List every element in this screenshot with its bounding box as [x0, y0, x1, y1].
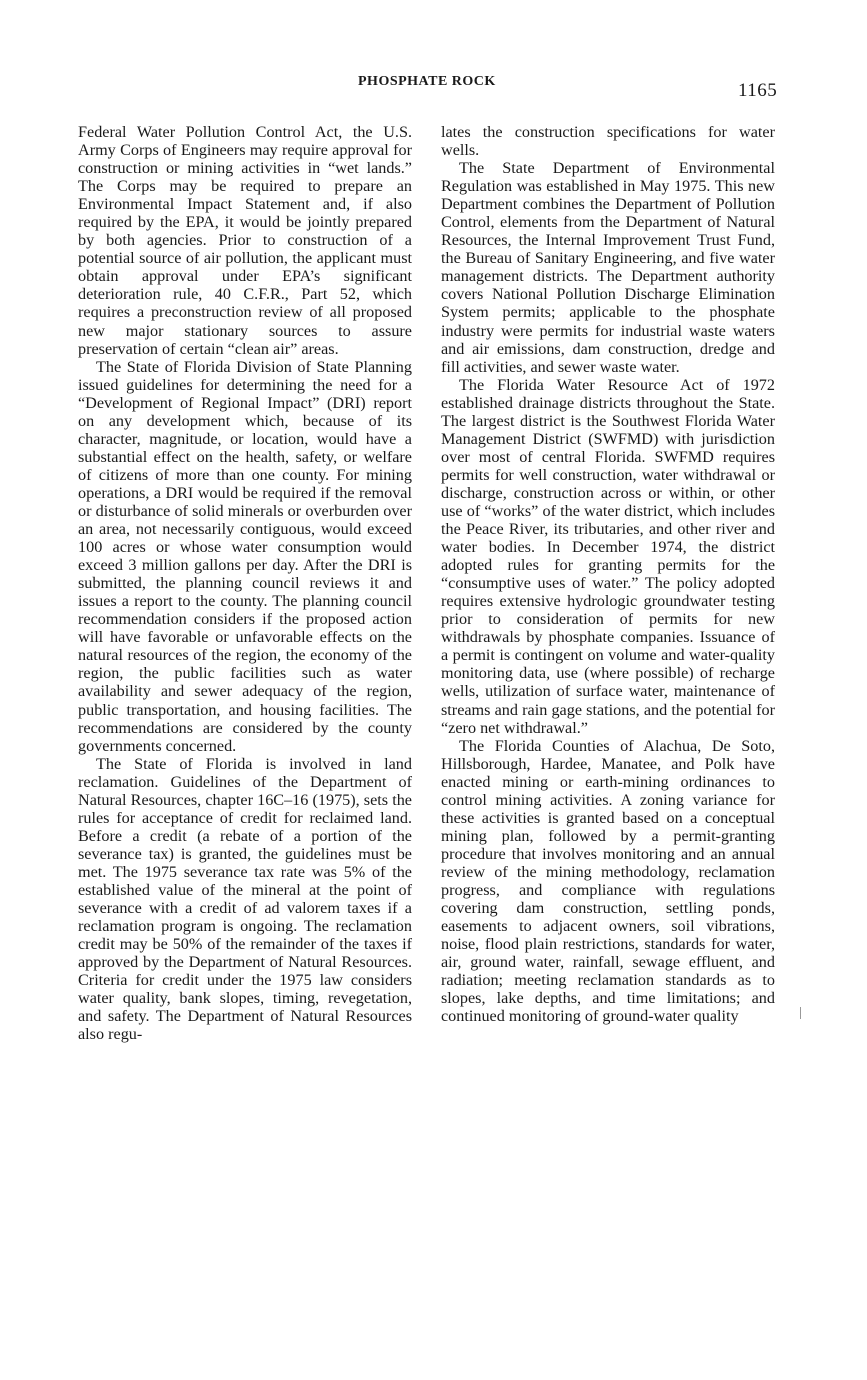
right-column [441, 123, 775, 1025]
left-column [78, 123, 412, 1043]
running-title: PHOSPHATE ROCK [358, 74, 496, 89]
paragraph-water-wells: lates the construction specifications for water wells. [441, 123, 775, 160]
margin-mark [800, 1007, 801, 1019]
paragraph-land-reclamation: The State of Florida is involved in land reclamation. Guidelines of the Department of Natural Resources, chapter 16C–16 (1975), sets the rules for acceptance of credit for reclaimed land. Before a credit (a rebate of a portion of the severance tax) is granted, the guidelines must be met. The 1975 severance tax rate was 5% of the established value of the mineral at the point of severance with a credit of ad valorem taxes if a reclamation program is ongoing. The reclamation credit may be 50% of the remainder of the taxes if approved by the Department of Natural Resources. Criteria for credit under the 1975 law considers water quality, bank slopes, timing, revegetation, and safety. The Department of Natural Resources also regu- [78, 754, 412, 1044]
paragraph-county-ordinances: The Florida Counties of Alachua, De Soto, Hillsborough, Hardee, Manatee, and Polk have enacted mining or earth-mining ordinances to control mining activities. A zoning variance for these activities is granted based on a conceptual mining plan, followed by a permit-granting procedure that involves monitoring and an annual review of the mining methodology, reclamation progress, and compliance with regulations covering dam construction, settling ponds, easements to adjacent owners, soil vibrations, noise, flood plain restrictions, standards for water, air, ground water, rainfall, sewage effluent, and radiation; meeting reclamation standards as to slopes, lake depths, and time limitations; and continued monitoring of ground-water quality [441, 736, 775, 1026]
paragraph-continued: Federal Water Pollution Control Act, the U.S. Army Corps of Engineers may require approval for construction or mining activities in “wet lands.” The Corps may be required to prepare an Environmental Impact Statement and, if also required by the EPA, it would be jointly prepared by both agencies. Prior to construction of a potential source of air pollution, the applicant must obtain approval under EPA’s significant deterioration rule, 40 C.F.R., Part 52, which requires a preconstruction review of all proposed new major stationary sources to assure preservation of certain “clean air” areas. [78, 123, 412, 358]
paragraph-water-resource-act: The Florida Water Resource Act of 1972 established drainage districts throughout the State. The largest district is the Southwest Florida Water Management District (SWFMD) with jurisdiction over most of central Florida. SWFMD requires permits for well construction, water withdrawal or discharge, construction across or within, or other use of “works” of the water district, which includes the Peace River, its tributaries, and other river and water bodies. In December 1974, the district adopted rules for granting permits for the “consumptive uses of water.” The policy adopted requires extensive hydrologic groundwater testing prior to consideration of permits for new withdrawals by phosphate companies. Issuance of a permit is contingent on volume and water-quality monitoring data, use (where possible) of recharge wells, utilization of surface water, maintenance of streams and rain gage stations, and the potential for “zero net withdrawal.” [441, 375, 775, 737]
page-header [0, 74, 867, 104]
page-number: 1165 [738, 80, 778, 101]
paragraph-dri-guidelines: The State of Florida Division of State Planning issued guidelines for determining the need for a “Development of Regional Impact” (DRI) report on any development which, because of its character, magnitude, or location, would have a substantial effect on the health, safety, or welfare of citizens of more than one county. For mining operations, a DRI would be required if the removal or disturbance of solid minerals or overburden over an area, not necessarily contiguous, would exceed 100 acres or whose water consumption would exceed 3 million gallons per day. After the DRI is submitted, the planning council reviews it and issues a report to the county. The planning council recommendation considers if the proposed action will have favorable or unfavorable effects on the natural resources of the region, the economy of the region, the public facilities such as water availability and sewer adequacy of the region, public transportation, and housing facilities. The recommendations are considered by the county governments concerned. [78, 357, 412, 755]
paragraph-environmental-regulation: The State Department of Environmental Regulation was established in May 1975. This new Department combines the Department of Pollution Control, elements from the Department of Natural Resources, the Internal Improvement Trust Fund, the Bureau of Sanitary Engineering, and five water management districts. The Department authority covers National Pollution Discharge Elimination System permits; applicable to the phosphate industry were permits for industrial waste waters and air emissions, dam construction, dredge and fill activities, and sewer waste water. [441, 159, 775, 376]
